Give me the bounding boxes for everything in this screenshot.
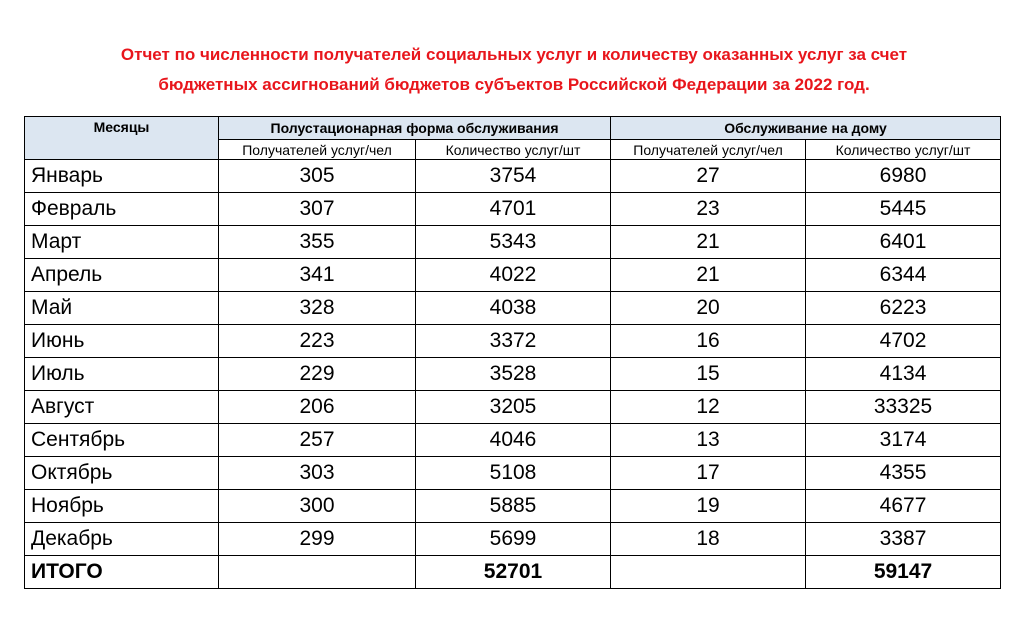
cell-semi-recipients: 355 — [219, 226, 416, 259]
cell-home-recipients: 20 — [611, 292, 806, 325]
table-total-row — [25, 556, 1001, 589]
cell-semi-services: 5108 — [416, 457, 611, 490]
cell-semi-recipients: 257 — [219, 424, 416, 457]
cell-semi-recipients: 305 — [219, 160, 416, 193]
cell-home-services: 4677 — [806, 490, 1001, 523]
cell-month: Март — [25, 226, 219, 259]
cell-semi-services: 3205 — [416, 391, 611, 424]
cell-home-services: 6401 — [806, 226, 1001, 259]
cell-semi-recipients: 341 — [219, 259, 416, 292]
table-row — [25, 259, 1001, 292]
cell-home-recipients: 17 — [611, 457, 806, 490]
table-row — [25, 193, 1001, 226]
total-semi-services: 52701 — [416, 556, 611, 589]
cell-month: Май — [25, 292, 219, 325]
cell-home-services: 6223 — [806, 292, 1001, 325]
cell-semi-services: 4038 — [416, 292, 611, 325]
cell-home-services: 5445 — [806, 193, 1001, 226]
cell-home-services: 6344 — [806, 259, 1001, 292]
total-semi-recipients — [219, 556, 416, 589]
cell-semi-recipients: 328 — [219, 292, 416, 325]
table-row — [25, 226, 1001, 259]
cell-month: Февраль — [25, 193, 219, 226]
header-home-services: Количество услуг/шт — [806, 140, 1001, 160]
cell-semi-recipients: 303 — [219, 457, 416, 490]
cell-semi-recipients: 229 — [219, 358, 416, 391]
table-body — [25, 160, 1001, 589]
header-semi-recipients: Получателей услуг/чел — [219, 140, 416, 160]
header-months: Месяцы — [25, 117, 219, 160]
cell-semi-recipients: 307 — [219, 193, 416, 226]
cell-semi-services: 4022 — [416, 259, 611, 292]
cell-home-recipients: 23 — [611, 193, 806, 226]
header-home-recipients: Получателей услуг/чел — [611, 140, 806, 160]
cell-home-recipients: 19 — [611, 490, 806, 523]
cell-month: Август — [25, 391, 219, 424]
report-title-line-1: Отчет по численности получателей социальных услуг и количеству оказанных услуг за счет — [120, 45, 908, 64]
cell-semi-services: 4701 — [416, 193, 611, 226]
total-home-recipients — [611, 556, 806, 589]
cell-month: Апрель — [25, 259, 219, 292]
table-row — [25, 490, 1001, 523]
cell-semi-services: 5885 — [416, 490, 611, 523]
table-row — [25, 325, 1001, 358]
cell-semi-recipients: 223 — [219, 325, 416, 358]
table-row — [25, 391, 1001, 424]
table-row — [25, 292, 1001, 325]
cell-home-services: 4134 — [806, 358, 1001, 391]
cell-home-services: 4355 — [806, 457, 1001, 490]
cell-home-services: 33325 — [806, 391, 1001, 424]
cell-month: Декабрь — [25, 523, 219, 556]
cell-semi-services: 3754 — [416, 160, 611, 193]
table-row — [25, 160, 1001, 193]
report-table — [24, 116, 1001, 589]
cell-home-services: 3174 — [806, 424, 1001, 457]
cell-month: Июль — [25, 358, 219, 391]
cell-semi-services: 5699 — [416, 523, 611, 556]
table-row — [25, 424, 1001, 457]
cell-home-recipients: 21 — [611, 226, 806, 259]
table-row — [25, 358, 1001, 391]
cell-home-services: 4702 — [806, 325, 1001, 358]
cell-home-recipients: 13 — [611, 424, 806, 457]
total-home-services: 59147 — [806, 556, 1001, 589]
cell-month: Январь — [25, 160, 219, 193]
cell-semi-services: 3372 — [416, 325, 611, 358]
report-title-line-2: бюджетных ассигнований бюджетов субъектов Российской Федерации за 2022 год. — [158, 75, 870, 94]
total-label: ИТОГО — [25, 556, 219, 589]
table-row — [25, 523, 1001, 556]
cell-semi-recipients: 206 — [219, 391, 416, 424]
header-home-service: Обслуживание на дому — [611, 117, 1001, 140]
cell-month: Сентябрь — [25, 424, 219, 457]
cell-semi-services: 4046 — [416, 424, 611, 457]
cell-home-recipients: 16 — [611, 325, 806, 358]
cell-home-recipients: 27 — [611, 160, 806, 193]
cell-month: Июнь — [25, 325, 219, 358]
cell-home-services: 3387 — [806, 523, 1001, 556]
header-semi-services: Количество услуг/шт — [416, 140, 611, 160]
cell-semi-recipients: 300 — [219, 490, 416, 523]
cell-month: Ноябрь — [25, 490, 219, 523]
cell-home-recipients: 21 — [611, 259, 806, 292]
header-row-groups — [25, 117, 1001, 140]
cell-home-services: 6980 — [806, 160, 1001, 193]
table-header — [25, 117, 1001, 160]
cell-home-recipients: 12 — [611, 391, 806, 424]
cell-semi-services: 3528 — [416, 358, 611, 391]
cell-home-recipients: 18 — [611, 523, 806, 556]
cell-month: Октябрь — [25, 457, 219, 490]
cell-semi-recipients: 299 — [219, 523, 416, 556]
table-row — [25, 457, 1001, 490]
report-title — [0, 40, 1028, 100]
cell-home-recipients: 15 — [611, 358, 806, 391]
cell-semi-services: 5343 — [416, 226, 611, 259]
header-semi-stationary: Полустационарная форма обслуживания — [219, 117, 611, 140]
